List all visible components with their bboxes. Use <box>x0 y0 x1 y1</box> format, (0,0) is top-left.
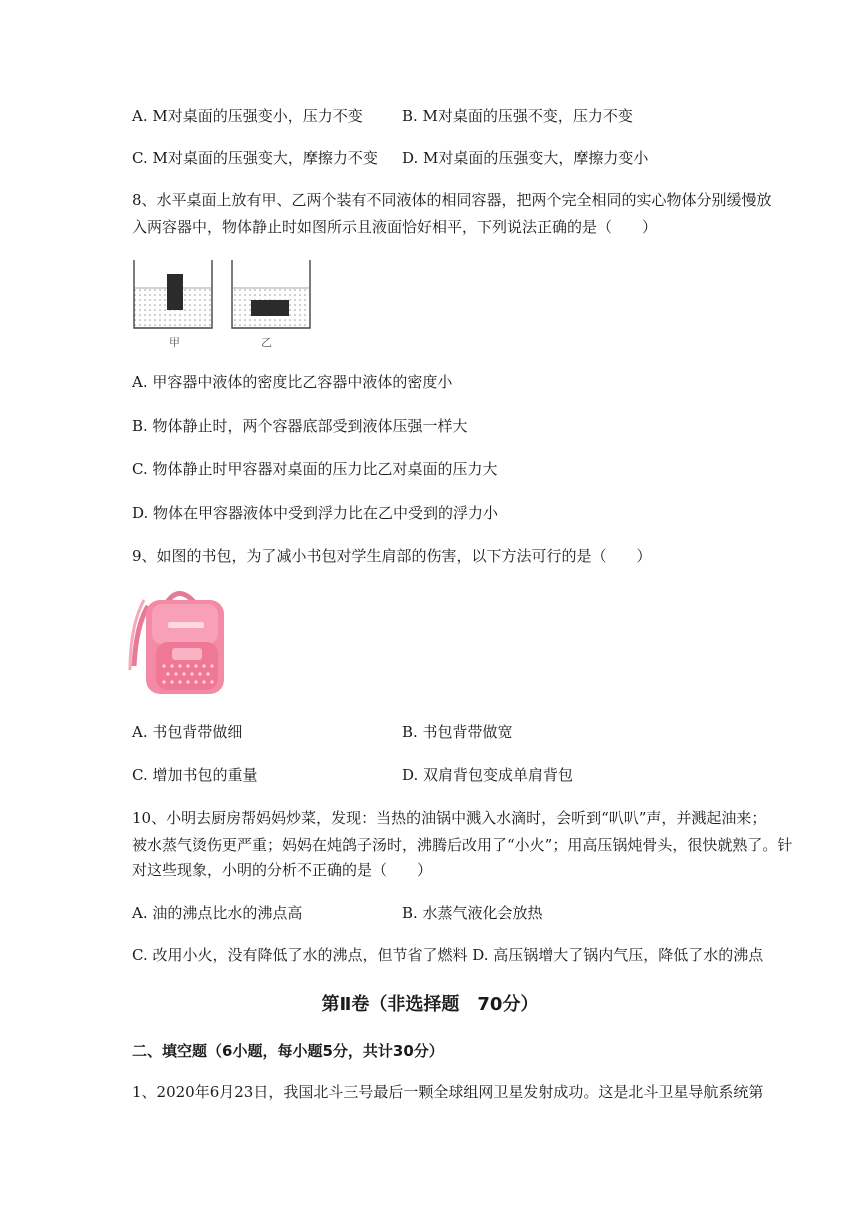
q8-stem-line1: 8、水平桌面上放有甲、乙两个装有不同液体的相同容器，把两个完全相同的实心物体分别缓慢放 <box>132 191 772 209</box>
q8-option-c: C. 物体静止时甲容器对桌面的压力比乙对桌面的压力大 <box>132 460 498 478</box>
section2-heading: 二、填空题（6小题，每小题5分，共计30分） <box>132 1042 444 1060</box>
q7-option-d: D. M对桌面的压强变大，摩擦力变小 <box>402 149 649 167</box>
fill1-line1: 1、2020年6月23日，我国北斗三号最后一颗全球组网卫星发射成功。这是北斗卫星导航系统第 <box>132 1083 764 1101</box>
q9-stem: 9、如图的书包，为了减小书包对学生肩部的伤害，以下方法可行的是（ ） <box>132 547 652 565</box>
part2-title <box>0 990 860 1016</box>
block-jia <box>167 274 183 310</box>
q7-option-a: A. M对桌面的压强变小，压力不变 <box>132 107 363 125</box>
part2-title-score: 70分） <box>477 994 539 1015</box>
q10-stem-line2: 被水蒸气烫伤更严重；妈妈在炖鸽子汤时，沸腾后改用了“小火”；用高压锅炖骨头，很快就熟了。针 <box>132 836 793 854</box>
backpack-image <box>128 586 234 698</box>
container-yi <box>232 260 310 328</box>
containers-figure <box>128 258 318 354</box>
figure-label-yi: 乙 <box>261 336 272 349</box>
q10-stem-line3: 对这些现象，小明的分析不正确的是（ ） <box>132 861 433 879</box>
q8-stem-line2: 入两容器中，物体静止时如图所示且液面恰好相平，下列说法正确的是（ ） <box>132 218 658 236</box>
q10-option-a: A. 油的沸点比水的沸点高 <box>132 904 303 922</box>
q9-option-d: D. 双肩背包变成单肩背包 <box>402 766 574 784</box>
q7-option-c: C. M对桌面的压强变大，摩擦力不变 <box>132 149 378 167</box>
q10-option-cd: C. 改用小火，没有降低了水的沸点，但节省了燃料 D. 高压锅增大了锅内气压，降低了水的沸点 <box>132 946 764 964</box>
part2-title-main: 第Ⅱ卷（非选择题 <box>321 994 460 1015</box>
q8-option-b: B. 物体静止时，两个容器底部受到液体压强一样大 <box>132 417 468 435</box>
q9-option-a: A. 书包背带做细 <box>132 723 243 741</box>
q8-option-d: D. 物体在甲容器液体中受到浮力比在乙中受到的浮力小 <box>132 504 499 522</box>
q10-stem-line1: 10、小明去厨房帮妈妈炒菜，发现：当热的油锅中溅入水滴时，会听到“叭叭”声，并溅起油来； <box>132 809 767 827</box>
block-yi <box>251 300 289 316</box>
container-jia <box>134 260 212 328</box>
q9-option-c: C. 增加书包的重量 <box>132 766 258 784</box>
q8-option-a: A. 甲容器中液体的密度比乙容器中液体的密度小 <box>132 373 453 391</box>
q7-option-b: B. M对桌面的压强不变，压力不变 <box>402 107 633 125</box>
q9-option-b: B. 书包背带做宽 <box>402 723 513 741</box>
q10-option-b: B. 水蒸气液化会放热 <box>402 904 543 922</box>
figure-label-jia: 甲 <box>169 336 180 349</box>
